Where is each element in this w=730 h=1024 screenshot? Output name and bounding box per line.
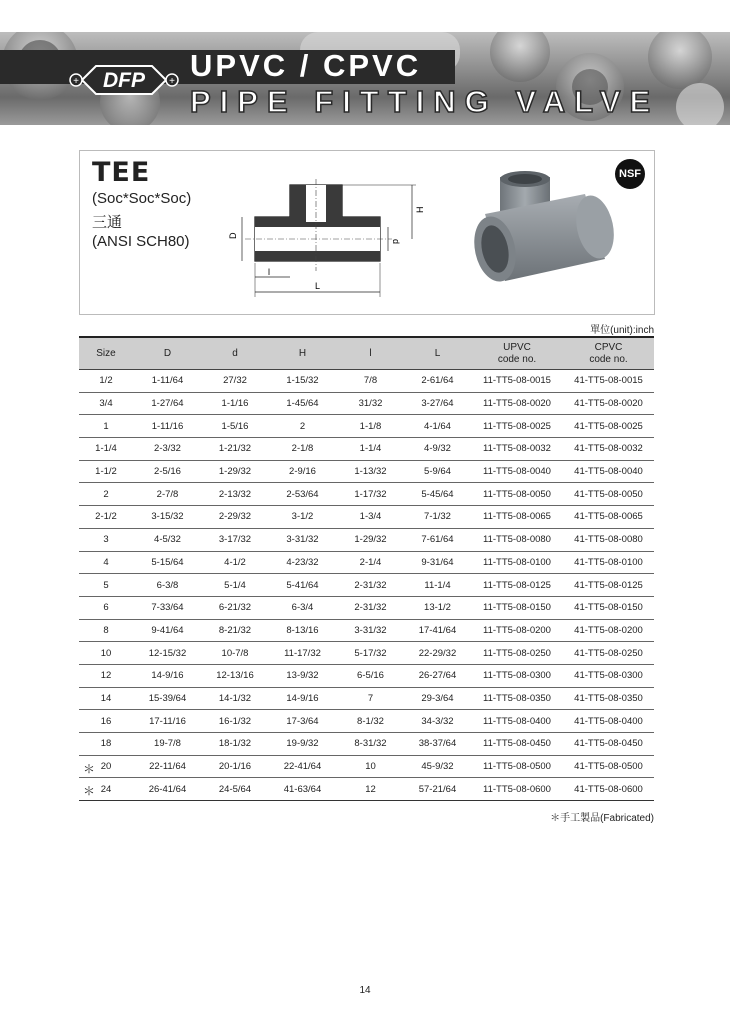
cell-d: 10-7/8	[202, 642, 268, 665]
size-value: 18	[100, 738, 112, 750]
cell-L: 5-45/64	[404, 483, 471, 506]
cell-cpvc: 41-TT5-08-0600	[563, 778, 654, 801]
size-value: 4	[103, 556, 109, 568]
size-value: 3	[103, 534, 109, 546]
unit-note: 單位(unit):inch	[590, 325, 654, 336]
size-value: 2	[103, 488, 109, 500]
cell-d: 5-1/4	[202, 574, 268, 597]
cell-d: 2-29/32	[202, 506, 268, 529]
cell-cpvc: 41-TT5-08-0100	[563, 551, 654, 574]
cell-D: 4-5/32	[133, 528, 202, 551]
cell-D: 5-15/64	[133, 551, 202, 574]
cell-l: 8-1/32	[337, 710, 404, 733]
cell-l: 1-29/32	[337, 528, 404, 551]
cell-H: 1-45/64	[268, 392, 337, 415]
cell-L: 26-27/64	[404, 664, 471, 687]
cell-cpvc: 41-TT5-08-0040	[563, 460, 654, 483]
cell-D: 9-41/64	[133, 619, 202, 642]
size-value: 6	[103, 602, 109, 614]
size-value: 5	[103, 579, 109, 591]
cell-L: 7-61/64	[404, 528, 471, 551]
tee-spec-table	[79, 336, 654, 801]
dimension-label-H: H	[415, 206, 425, 213]
cell-cpvc: 41-TT5-08-0025	[563, 415, 654, 438]
fabricated-mark: ＊	[83, 784, 96, 799]
cell-l: 12	[337, 778, 404, 801]
cell-H: 41-63/64	[268, 778, 337, 801]
cell-upvc: 11-TT5-08-0400	[471, 710, 563, 733]
cell-size	[79, 778, 133, 801]
cell-upvc: 11-TT5-08-0150	[471, 596, 563, 619]
product-standard: (ANSI SCH80)	[92, 233, 190, 250]
cell-l: 1-13/32	[337, 460, 404, 483]
table-row	[79, 687, 654, 710]
cell-d: 4-1/2	[202, 551, 268, 574]
cell-L: 45-9/32	[404, 755, 471, 778]
cell-l: 2-1/4	[337, 551, 404, 574]
cell-size	[79, 415, 133, 438]
cell-D: 2-3/32	[133, 438, 202, 461]
cell-size	[79, 506, 133, 529]
cell-d: 20-1/16	[202, 755, 268, 778]
cell-L: 13-1/2	[404, 596, 471, 619]
cell-D: 7-33/64	[133, 596, 202, 619]
table-row	[79, 733, 654, 756]
cell-H: 17-3/64	[268, 710, 337, 733]
table-row	[79, 710, 654, 733]
table-header-row	[79, 337, 654, 370]
cell-upvc: 11-TT5-08-0015	[471, 370, 563, 393]
header-upvc-code	[471, 337, 563, 370]
cell-l: 2-31/32	[337, 596, 404, 619]
cell-d: 1-5/16	[202, 415, 268, 438]
cell-L: 7-1/32	[404, 506, 471, 529]
table-row	[79, 551, 654, 574]
svg-text:+: +	[73, 76, 79, 87]
dfp-logo	[68, 63, 180, 97]
cell-size	[79, 642, 133, 665]
cell-size	[79, 755, 133, 778]
cell-d: 8-21/32	[202, 619, 268, 642]
fabricated-note: ＊手工製品(Fabricated)	[550, 813, 654, 824]
cell-upvc: 11-TT5-08-0300	[471, 664, 563, 687]
cell-upvc: 11-TT5-08-0350	[471, 687, 563, 710]
table-row	[79, 370, 654, 393]
cell-l: 31/32	[337, 392, 404, 415]
cell-d: 1-21/32	[202, 438, 268, 461]
cell-H: 2	[268, 415, 337, 438]
cell-upvc: 11-TT5-08-0025	[471, 415, 563, 438]
table-row	[79, 755, 654, 778]
table-row	[79, 506, 654, 529]
cell-d: 3-17/32	[202, 528, 268, 551]
cell-l: 1-1/8	[337, 415, 404, 438]
cell-D: 3-15/32	[133, 506, 202, 529]
cell-d: 18-1/32	[202, 733, 268, 756]
header-cpvc-line2: code no.	[589, 353, 628, 365]
cell-H: 19-9/32	[268, 733, 337, 756]
cell-D: 2-5/16	[133, 460, 202, 483]
header-size: Size	[79, 337, 133, 370]
cell-size	[79, 687, 133, 710]
table-row	[79, 483, 654, 506]
svg-text:+: +	[169, 76, 175, 87]
cell-size	[79, 483, 133, 506]
cell-H: 4-23/32	[268, 551, 337, 574]
cell-l: 7	[337, 687, 404, 710]
cell-D: 19-7/8	[133, 733, 202, 756]
cell-cpvc: 41-TT5-08-0032	[563, 438, 654, 461]
brand-name: DFP	[103, 69, 145, 92]
cell-d: 12-13/16	[202, 664, 268, 687]
cell-size	[79, 710, 133, 733]
cell-size	[79, 596, 133, 619]
table-row	[79, 778, 654, 801]
cell-H: 13-9/32	[268, 664, 337, 687]
cell-H: 3-31/32	[268, 528, 337, 551]
cell-H: 11-17/32	[268, 642, 337, 665]
cell-H: 22-41/64	[268, 755, 337, 778]
cell-L: 11-1/4	[404, 574, 471, 597]
size-value: 20	[100, 761, 112, 773]
header-H: H	[268, 337, 337, 370]
cell-H: 6-3/4	[268, 596, 337, 619]
size-value: 16	[100, 715, 112, 727]
cell-L: 22-29/32	[404, 642, 471, 665]
cell-upvc: 11-TT5-08-0050	[471, 483, 563, 506]
cell-D: 2-7/8	[133, 483, 202, 506]
dimension-label-D: D	[228, 232, 238, 239]
cell-upvc: 11-TT5-08-0450	[471, 733, 563, 756]
cell-cpvc: 41-TT5-08-0250	[563, 642, 654, 665]
cell-size	[79, 438, 133, 461]
cell-upvc: 11-TT5-08-0040	[471, 460, 563, 483]
cell-cpvc: 41-TT5-08-0350	[563, 687, 654, 710]
cell-size	[79, 574, 133, 597]
table-row	[79, 392, 654, 415]
cell-cpvc: 41-TT5-08-0200	[563, 619, 654, 642]
cell-upvc: 11-TT5-08-0080	[471, 528, 563, 551]
table-row	[79, 528, 654, 551]
cell-cpvc: 41-TT5-08-0125	[563, 574, 654, 597]
cell-l: 1-3/4	[337, 506, 404, 529]
cell-d: 2-13/32	[202, 483, 268, 506]
cell-size	[79, 528, 133, 551]
size-value: 1-1/2	[95, 466, 117, 478]
connection-type: (Soc*Soc*Soc)	[92, 190, 192, 207]
header-D: D	[133, 337, 202, 370]
cell-l: 3-31/32	[337, 619, 404, 642]
size-value: 1/2	[99, 375, 113, 387]
dimension-label-l: l	[268, 267, 270, 277]
banner-title: UPVC / CPVC	[190, 48, 422, 83]
size-value: 1-1/4	[95, 443, 117, 455]
cell-H: 3-1/2	[268, 506, 337, 529]
cell-size	[79, 733, 133, 756]
banner-subtitle: PIPE FITTING VALVE	[190, 84, 660, 119]
cell-H: 2-53/64	[268, 483, 337, 506]
cell-D: 26-41/64	[133, 778, 202, 801]
cell-D: 12-15/32	[133, 642, 202, 665]
table-row	[79, 438, 654, 461]
dimension-label-L: L	[315, 281, 321, 291]
table-row	[79, 596, 654, 619]
table-row	[79, 415, 654, 438]
cell-d: 1-1/16	[202, 392, 268, 415]
cell-upvc: 11-TT5-08-0500	[471, 755, 563, 778]
cell-L: 2-61/64	[404, 370, 471, 393]
cell-l: 5-17/32	[337, 642, 404, 665]
table-row	[79, 642, 654, 665]
cell-cpvc: 41-TT5-08-0150	[563, 596, 654, 619]
cell-d: 24-5/64	[202, 778, 268, 801]
cell-H: 2-1/8	[268, 438, 337, 461]
size-value: 12	[100, 670, 112, 682]
cell-L: 4-1/64	[404, 415, 471, 438]
cell-upvc: 11-TT5-08-0125	[471, 574, 563, 597]
table-row	[79, 574, 654, 597]
table-row	[79, 619, 654, 642]
cell-l: 1-1/4	[337, 438, 404, 461]
size-value: 14	[100, 692, 112, 704]
cell-d: 14-1/32	[202, 687, 268, 710]
product-title: TEE	[92, 157, 151, 188]
cell-D: 1-27/64	[133, 392, 202, 415]
header-d: d	[202, 337, 268, 370]
product-name-chinese: 三通	[92, 214, 123, 231]
cell-D: 15-39/64	[133, 687, 202, 710]
page-number: 14	[359, 985, 371, 996]
cell-L: 38-37/64	[404, 733, 471, 756]
cell-cpvc: 41-TT5-08-0450	[563, 733, 654, 756]
cell-H: 5-41/64	[268, 574, 337, 597]
cell-cpvc: 41-TT5-08-0500	[563, 755, 654, 778]
cell-size	[79, 460, 133, 483]
cell-L: 9-31/64	[404, 551, 471, 574]
size-value: 24	[100, 783, 112, 795]
cell-L: 57-21/64	[404, 778, 471, 801]
cell-H: 8-13/16	[268, 619, 337, 642]
cell-L: 17-41/64	[404, 619, 471, 642]
cell-size	[79, 551, 133, 574]
cell-l: 2-31/32	[337, 574, 404, 597]
cell-D: 1-11/16	[133, 415, 202, 438]
table-row	[79, 664, 654, 687]
cell-size	[79, 370, 133, 393]
cell-d: 6-21/32	[202, 596, 268, 619]
size-value: 8	[103, 624, 109, 636]
cell-H: 1-15/32	[268, 370, 337, 393]
cell-cpvc: 41-TT5-08-0020	[563, 392, 654, 415]
header-upvc-line2: code no.	[497, 353, 537, 365]
cell-L: 29-3/64	[404, 687, 471, 710]
cell-size	[79, 619, 133, 642]
tee-dimension-drawing	[220, 179, 450, 299]
header-upvc-line1: UPVC	[503, 341, 531, 353]
cell-H: 14-9/16	[268, 687, 337, 710]
size-value: 2-1/2	[95, 511, 117, 523]
cell-D: 17-11/16	[133, 710, 202, 733]
cell-cpvc: 41-TT5-08-0065	[563, 506, 654, 529]
cell-L: 3-27/64	[404, 392, 471, 415]
cell-upvc: 11-TT5-08-0020	[471, 392, 563, 415]
cell-L: 5-9/64	[404, 460, 471, 483]
cell-l: 7/8	[337, 370, 404, 393]
cell-upvc: 11-TT5-08-0100	[471, 551, 563, 574]
cell-upvc: 11-TT5-08-0032	[471, 438, 563, 461]
cell-d: 1-29/32	[202, 460, 268, 483]
cell-D: 6-3/8	[133, 574, 202, 597]
cell-d: 27/32	[202, 370, 268, 393]
cell-upvc: 11-TT5-08-0250	[471, 642, 563, 665]
cell-cpvc: 41-TT5-08-0015	[563, 370, 654, 393]
product-info-box	[79, 150, 655, 315]
cell-L: 4-9/32	[404, 438, 471, 461]
size-value: 10	[100, 647, 112, 659]
nsf-certification-badge: NSF	[615, 159, 645, 189]
size-value: 3/4	[99, 398, 113, 410]
cell-L: 34-3/32	[404, 710, 471, 733]
header-L: L	[404, 337, 471, 370]
header-cpvc-code	[563, 337, 654, 370]
fabricated-mark: ＊	[83, 761, 96, 776]
tee-fitting-photo	[465, 169, 615, 294]
cell-cpvc: 41-TT5-08-0400	[563, 710, 654, 733]
header-l: l	[337, 337, 404, 370]
cell-cpvc: 41-TT5-08-0300	[563, 664, 654, 687]
cell-l: 10	[337, 755, 404, 778]
cell-size	[79, 392, 133, 415]
cell-D: 1-11/64	[133, 370, 202, 393]
cell-upvc: 11-TT5-08-0600	[471, 778, 563, 801]
cell-D: 22-11/64	[133, 755, 202, 778]
cell-D: 14-9/16	[133, 664, 202, 687]
cell-size	[79, 664, 133, 687]
cell-d: 16-1/32	[202, 710, 268, 733]
cell-l: 1-17/32	[337, 483, 404, 506]
cell-upvc: 11-TT5-08-0200	[471, 619, 563, 642]
cell-upvc: 11-TT5-08-0065	[471, 506, 563, 529]
cell-l: 6-5/16	[337, 664, 404, 687]
cell-l: 8-31/32	[337, 733, 404, 756]
header-cpvc-line1: CPVC	[594, 341, 623, 353]
cell-cpvc: 41-TT5-08-0080	[563, 528, 654, 551]
dimension-label-d: d	[391, 239, 401, 245]
cell-cpvc: 41-TT5-08-0050	[563, 483, 654, 506]
size-value: 1	[103, 420, 109, 432]
cell-H: 2-9/16	[268, 460, 337, 483]
table-row	[79, 460, 654, 483]
